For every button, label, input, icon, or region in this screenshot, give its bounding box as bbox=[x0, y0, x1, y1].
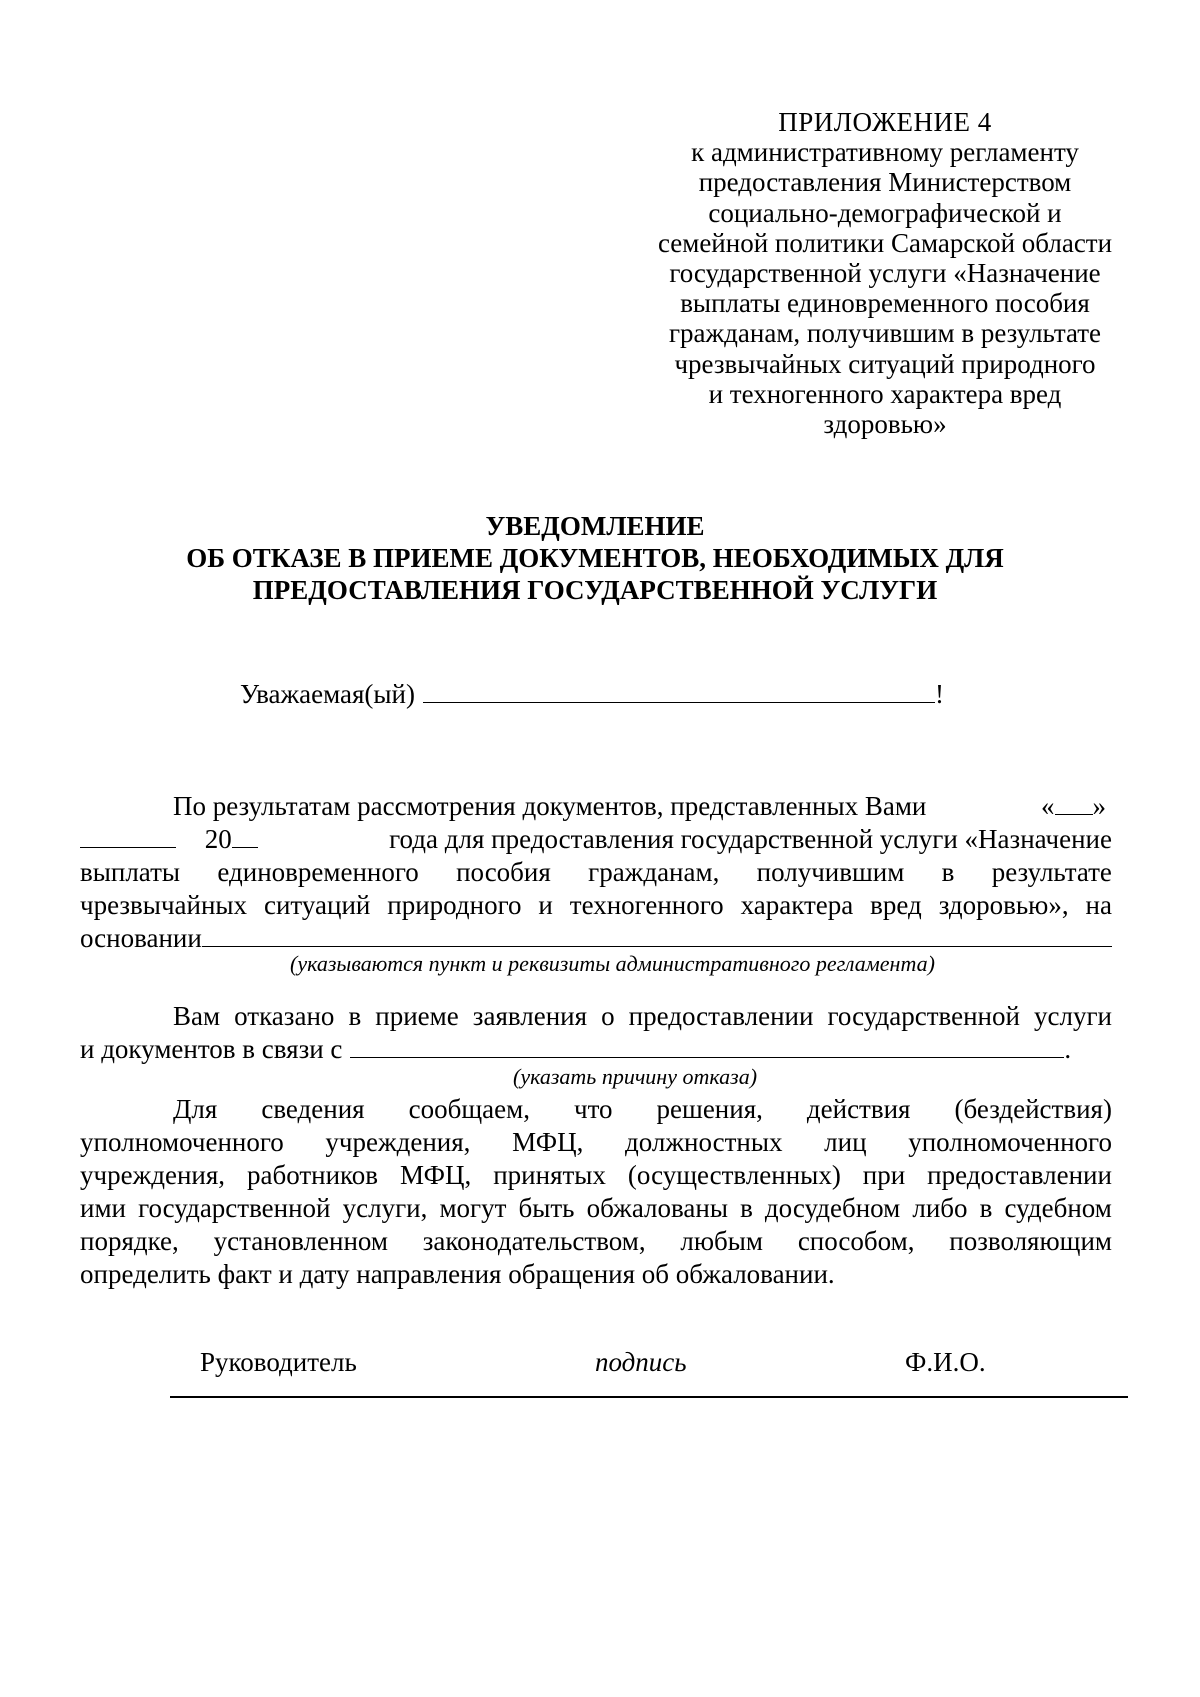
p1-line5-text: основании bbox=[80, 923, 202, 953]
paragraph-line bbox=[80, 1093, 1112, 1126]
day-blank[interactable] bbox=[1055, 790, 1093, 815]
title-line-3: ПРЕДОСТАВЛЕНИЯ ГОСУДАРСТВЕННОЙ УСЛУГИ bbox=[252, 575, 938, 605]
year-prefix: 20 bbox=[204, 824, 232, 854]
paragraph-line bbox=[80, 1225, 1112, 1258]
paragraph-appeal bbox=[80, 1093, 1112, 1291]
signature-row bbox=[200, 1346, 1130, 1382]
appendix-line: гражданам, получившим в результате bbox=[668, 318, 1102, 349]
appendix-line: здоровью» bbox=[823, 408, 947, 439]
basis-hint: (указываются пункт и реквизиты административного регламента) bbox=[290, 951, 935, 976]
paragraph-line bbox=[80, 1000, 1112, 1033]
p1-line3-text: выплаты единовременного пособия гражданам, получившим в результате bbox=[80, 857, 1112, 887]
document-title bbox=[80, 510, 1110, 606]
paragraph-submission bbox=[80, 790, 1112, 955]
paragraph-line bbox=[80, 1033, 1112, 1066]
paragraph-line bbox=[80, 790, 1112, 823]
signature-head-label: Руководитель bbox=[200, 1347, 357, 1377]
title-line-1: УВЕДОМЛЕНИЕ bbox=[485, 511, 705, 541]
appendix-line: государственной услуги «Назначение bbox=[669, 257, 1101, 288]
paragraph-line bbox=[80, 1192, 1112, 1225]
signature-rule bbox=[170, 1396, 1128, 1398]
paragraph-line bbox=[80, 1258, 1112, 1291]
p3-line-text: определить факт и дату направления обращения об обжаловании. bbox=[80, 1259, 835, 1289]
p3-line-text: уполномоченного учреждения, МФЦ, должностных лиц уполномоченного bbox=[80, 1127, 1112, 1157]
p3-line-text: порядке, установленном законодательством, любым способом, позволяющим bbox=[80, 1226, 1112, 1256]
p3-line-text: Для сведения сообщаем, что решения, действия (бездействия) bbox=[173, 1094, 1112, 1124]
paragraph-line bbox=[80, 1159, 1112, 1192]
paragraph-line bbox=[80, 1126, 1112, 1159]
open-quote: « bbox=[1041, 791, 1055, 821]
month-blank[interactable] bbox=[80, 823, 176, 848]
p2-line2-end: . bbox=[1064, 1034, 1072, 1064]
greeting bbox=[240, 678, 944, 711]
p3-line-text: ими государственной услуги, могут быть обжалованы в досудебном либо в судебном bbox=[80, 1193, 1112, 1223]
greeting-prefix: Уважаемая(ый) bbox=[240, 679, 415, 709]
p2-line2-text: и документов в связи с bbox=[80, 1034, 343, 1064]
reason-hint: (указать причину отказа) bbox=[513, 1064, 758, 1089]
basis-blank[interactable] bbox=[202, 922, 1112, 947]
p1-line1-text: По результатам рассмотрения документов, представленных Вами bbox=[173, 791, 927, 821]
appendix-line: чрезвычайных ситуаций природного bbox=[674, 348, 1096, 379]
signature-sign-label: подпись bbox=[595, 1347, 687, 1377]
paragraph-refusal bbox=[80, 1000, 1112, 1066]
close-quote: » bbox=[1092, 791, 1106, 821]
p3-line-text: учреждения, работников МФЦ, принятых (осуществленных) при предоставлении bbox=[80, 1160, 1112, 1190]
appendix-block bbox=[620, 107, 1150, 439]
paragraph-line bbox=[80, 823, 1112, 856]
p2-line1-text: Вам отказано в приеме заявления о предоставлении государственной услуги bbox=[173, 1001, 1112, 1031]
appendix-line: семейной политики Самарской области bbox=[657, 227, 1113, 258]
appendix-line: предоставления Министерством bbox=[698, 167, 1072, 198]
appendix-title: ПРИЛОЖЕНИЕ 4 bbox=[778, 107, 992, 137]
reason-blank[interactable] bbox=[350, 1033, 1064, 1058]
appendix-line: и техногенного характера вред bbox=[708, 378, 1062, 409]
signature-fio-label: Ф.И.О. bbox=[905, 1347, 986, 1377]
appendix-line: к административному регламенту bbox=[691, 137, 1079, 168]
recipient-name-blank[interactable] bbox=[423, 678, 935, 703]
appendix-line: выплаты единовременного пособия bbox=[680, 288, 1090, 319]
p1-line4-text: чрезвычайных ситуаций природного и техногенного характера вред здоровью», на bbox=[80, 890, 1112, 920]
greeting-suffix: ! bbox=[934, 679, 944, 709]
paragraph-line bbox=[80, 856, 1112, 889]
paragraph-line bbox=[80, 889, 1112, 922]
year-blank[interactable] bbox=[232, 823, 258, 848]
p1-line2-text: года для предоставления государственной услуги «Назначение bbox=[389, 824, 1112, 854]
appendix-line: социально-демографической и bbox=[708, 197, 1062, 228]
title-line-2: ОБ ОТКАЗЕ В ПРИЕМЕ ДОКУМЕНТОВ, НЕОБХОДИМЫХ ДЛЯ bbox=[186, 543, 1004, 573]
